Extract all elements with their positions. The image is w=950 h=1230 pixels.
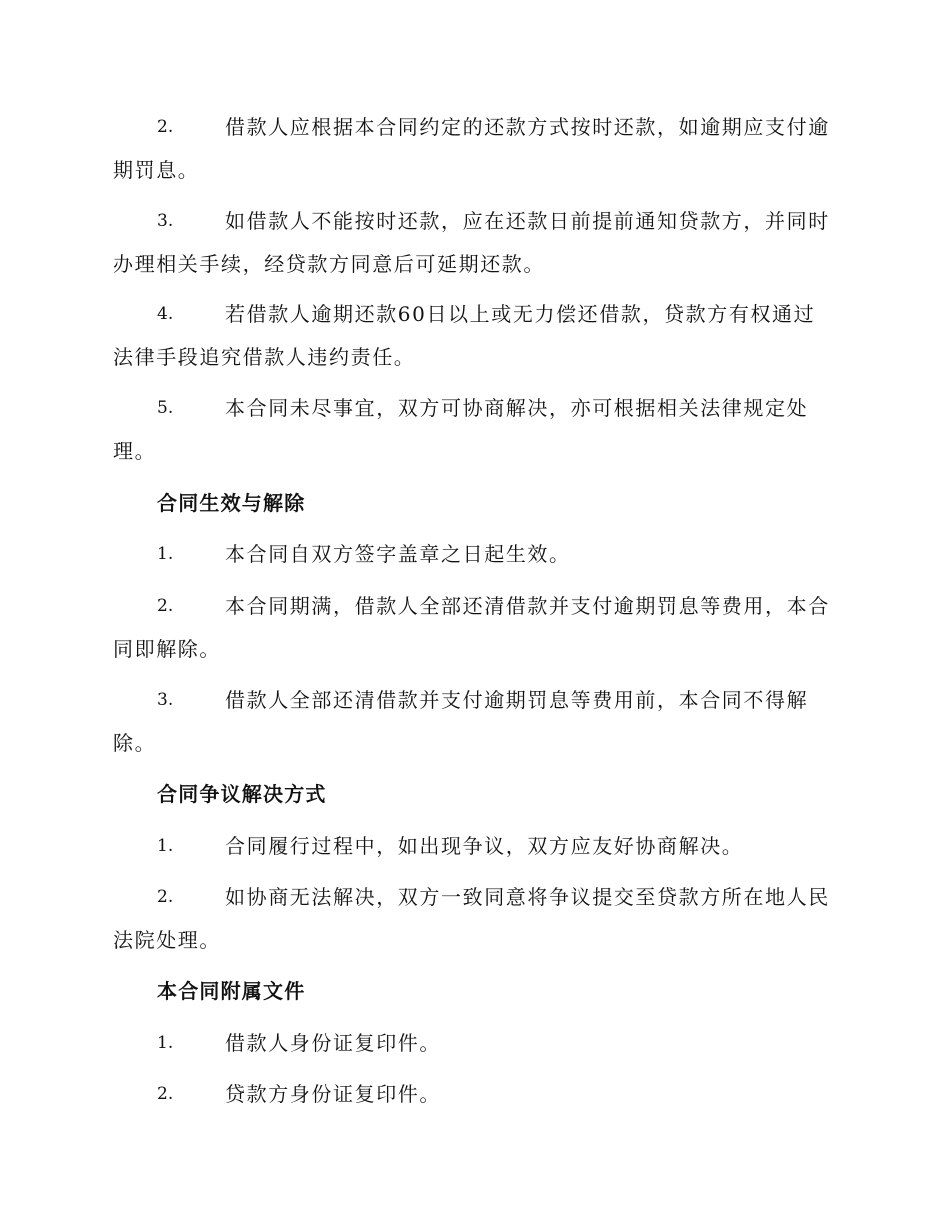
item-number: 1. — [157, 1033, 174, 1053]
item-number: 2. — [157, 887, 174, 907]
item-number: 1. — [157, 836, 174, 856]
item-text: 如借款人不能按时还款，应在还款日前提前通知贷款方，并同时 — [225, 209, 830, 233]
list-item — [113, 585, 835, 671]
item-number: 4. — [157, 304, 174, 324]
item-text: 本合同自双方签字盖章之日起生效。 — [225, 542, 571, 566]
item-number: 5. — [157, 398, 174, 418]
item-text-continued: 同即解除。 — [113, 637, 221, 661]
list-item — [113, 1073, 835, 1116]
item-text-continued: 除。 — [113, 731, 157, 755]
item-number: 2. — [157, 117, 174, 137]
item-text: 借款人应根据本合同约定的还款方式按时还款，如逾期应支付逾 — [225, 115, 830, 139]
item-text-continued: 期罚息。 — [113, 158, 200, 182]
list-item — [113, 387, 835, 473]
list-item — [113, 679, 835, 765]
list-item — [113, 876, 835, 962]
item-text: 借款人全部还清借款并支付逾期罚息等费用前，本合同不得解 — [225, 688, 809, 712]
section-heading: 本合同附属文件 — [157, 979, 306, 1003]
item-text-continued: 理。 — [113, 439, 157, 463]
list-item — [113, 106, 835, 192]
list-item — [113, 825, 835, 868]
item-text: 若借款人逾期还款60日以上或无力偿还借款，贷款方有权通过 — [225, 302, 816, 326]
item-text: 如协商无法解决，双方一致同意将争议提交至贷款方所在地人民 — [225, 885, 830, 909]
list-item — [113, 293, 835, 379]
item-number: 3. — [157, 690, 174, 710]
section-heading: 合同生效与解除 — [157, 491, 306, 515]
item-number: 2. — [157, 1084, 174, 1104]
item-text-continued: 法院处理。 — [113, 928, 221, 952]
item-text-continued: 办理相关手续，经贷款方同意后可延期还款。 — [113, 252, 545, 276]
item-text: 合同履行过程中，如出现争议，双方应友好协商解决。 — [225, 834, 744, 858]
item-number: 2. — [157, 596, 174, 616]
list-item — [113, 1022, 835, 1065]
item-number: 3. — [157, 211, 174, 231]
list-item — [113, 533, 835, 576]
section-heading: 合同争议解决方式 — [157, 782, 327, 806]
item-number: 1. — [157, 544, 174, 564]
item-text: 本合同未尽事宜，双方可协商解决，亦可根据相关法律规定处 — [225, 396, 809, 420]
item-text: 本合同期满，借款人全部还清借款并支付逾期罚息等费用，本合 — [225, 594, 830, 618]
item-text: 贷款方身份证复印件。 — [225, 1082, 441, 1106]
list-item — [113, 200, 835, 286]
item-text-continued: 法律手段追究借款人违约责任。 — [113, 345, 416, 369]
item-text: 借款人身份证复印件。 — [225, 1031, 441, 1055]
